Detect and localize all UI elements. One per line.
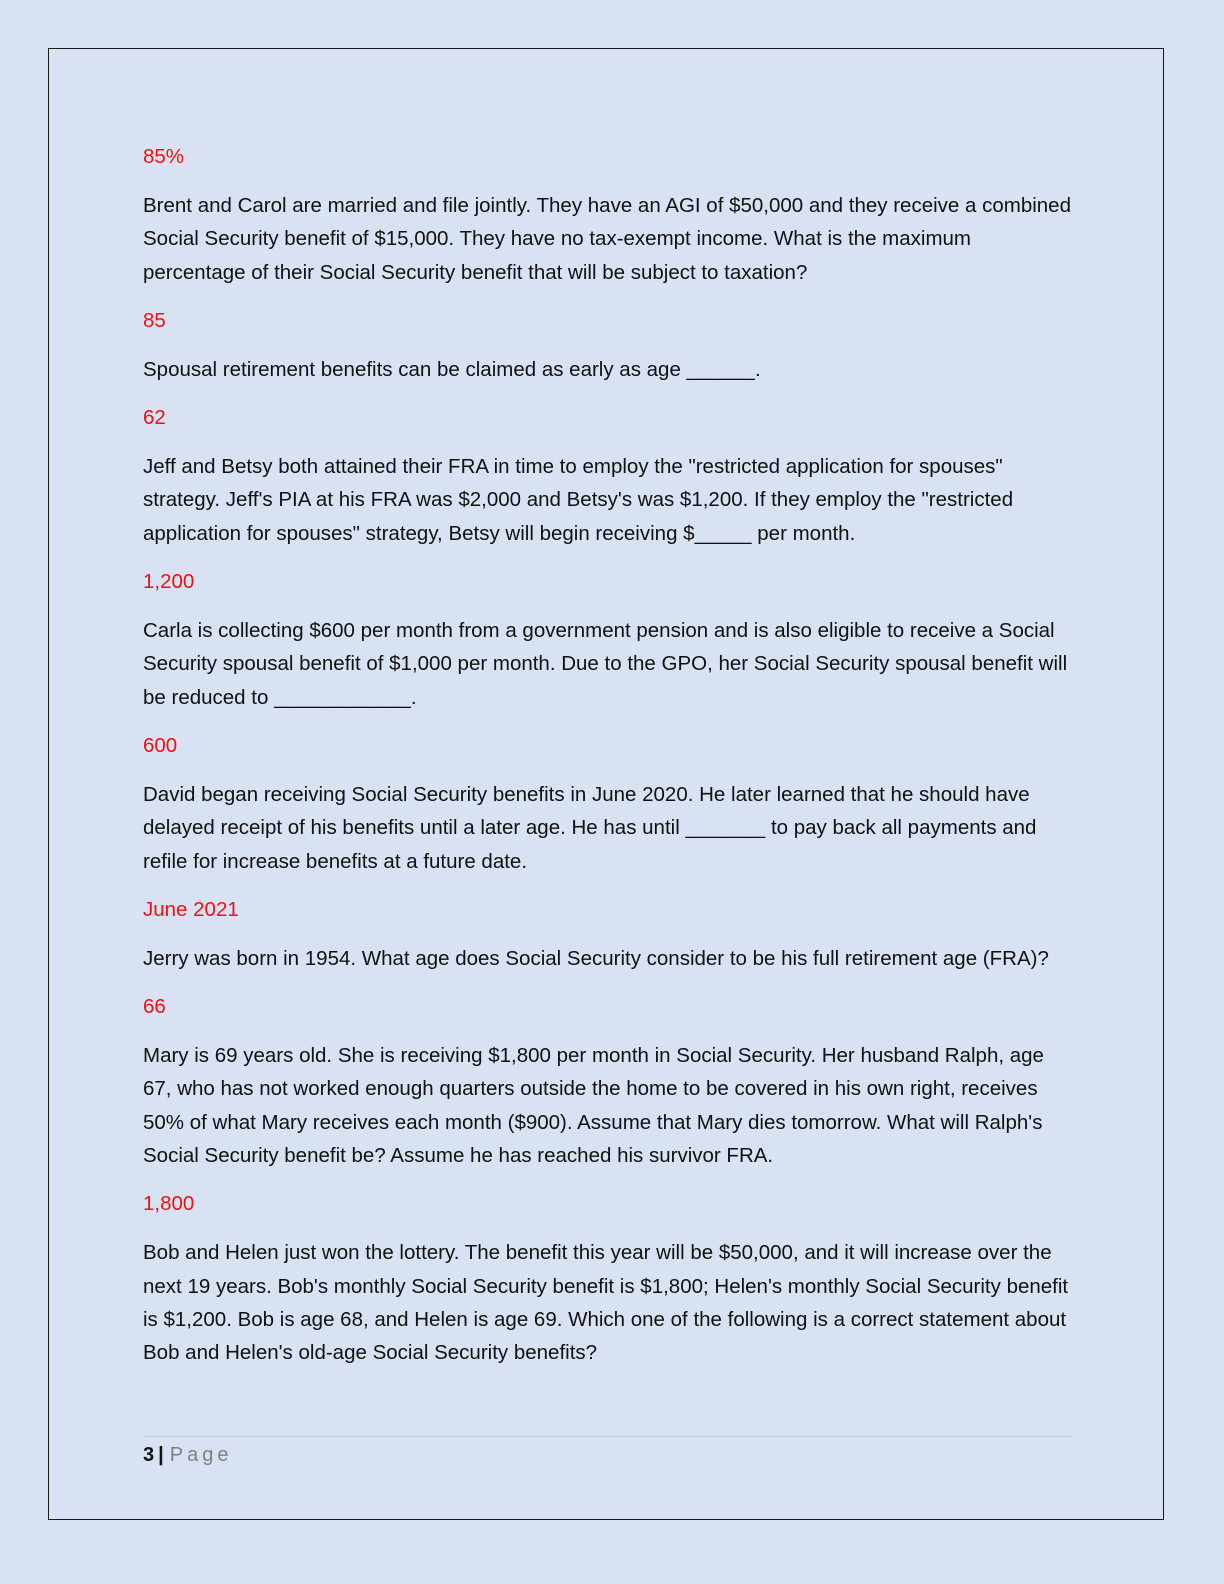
answer-text: 85 [143, 308, 166, 332]
answer-text: 62 [143, 406, 166, 430]
question-text: Spousal retirement benefits can be claimed as early as age ______. [143, 357, 761, 381]
question-text: Bob and Helen just won the lottery. The benefit this year will be $50,000, and it will increase over the next 19 years. Bob's monthly Social Security benefit is $1,800; Helen's monthly Social Security benefit is $1,200. Bob is age 68, and Helen is age 69. Which one of the following is a correct statement about Bob and Helen's old-age Social Security benefits? [143, 1241, 1069, 1365]
answer-text: 1,800 [143, 1192, 195, 1216]
answer-text: 85% [143, 145, 185, 168]
footer-separator: | [158, 1444, 164, 1466]
page-footer [143, 1436, 1073, 1469]
page-number: 3 [143, 1444, 155, 1466]
question-text: Carla is collecting $600 per month from a government pension and is also eligible to receive a Social Security spousal benefit of $1,000 per month. Due to the GPO, her Social Security spousal benefit will be reduced to ____________. [143, 619, 1068, 709]
question-text: David began receiving Social Security benefits in June 2020. He later learned that he should have delayed receipt of his benefits until a later age. He has until _______ to pay back all payments and refile for increase benefits at a future date. [143, 782, 1037, 873]
answer-text: 66 [143, 995, 166, 1019]
page-label: Page [169, 1444, 233, 1466]
answer-text: 600 [143, 733, 178, 757]
question-text: Jeff and Betsy both attained their FRA in time to employ the "restricted application for spouses" strategy. Jeff's PIA at his FRA was $2,000 and Betsy's was $1,200. If they employ the "restricted application for spouses" strategy, Betsy will begin receiving $_____ per month. [143, 455, 1014, 545]
question-text: Jerry was born in 1954. What age does Social Security consider to be his full retirement age (FRA)? [143, 946, 1049, 970]
answer-text: 1,200 [143, 570, 195, 594]
question-text: Brent and Carol are married and file jointly. They have an AGI of $50,000 and they receive a combined Social Security benefit of $15,000. They have no tax-exempt income. What is the maximum percentage of their Social Security benefit that will be subject to taxation? [143, 194, 1071, 284]
answer-text: June 2021 [143, 897, 239, 921]
question-text: Mary is 69 years old. She is receiving $1,800 per month in Social Security. Her husband Ralph, age 67, who has not worked enough quarters outside the home to be covered in his own right, receives 50% of what Mary receives each month ($900). Assume that Mary dies tomorrow. What will Ralph's Social Security benefit be? Assume he has reached his survivor FRA. [143, 1044, 1044, 1168]
document-body [143, 140, 1078, 1385]
